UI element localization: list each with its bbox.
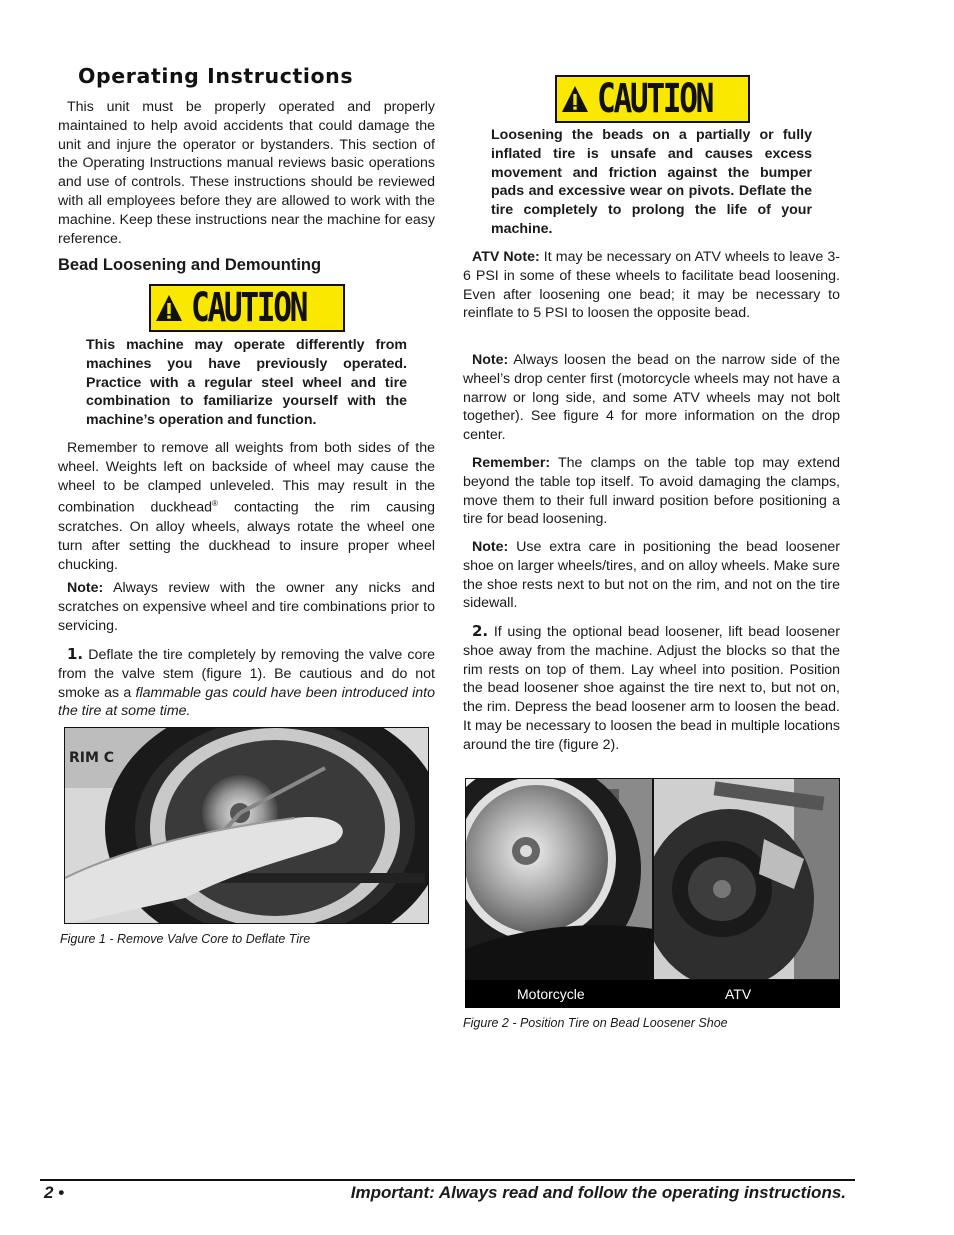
caution-banner-2 xyxy=(555,75,750,123)
figure-1-sign-text: RIM C xyxy=(69,750,115,766)
step-2-number: 2. xyxy=(472,622,489,640)
remember-2-text: The clamps on the table top may extend beyond the table top itself. To avoid damaging the clamps, move them to their full inward position before positioning a tire for bead loosening. xyxy=(463,455,840,528)
figure-2-label-bar xyxy=(465,980,840,1008)
caution-word: CAUTION xyxy=(191,285,307,331)
note-3 xyxy=(463,538,840,613)
caution-banner-1 xyxy=(149,284,345,332)
note-2-label: Note: xyxy=(472,352,509,368)
step-1-italic: flammable gas could have been introduced into the tire at some time. xyxy=(58,684,435,720)
remember-2-label: Remember: xyxy=(472,455,551,471)
note-1-label: Note: xyxy=(67,580,104,596)
figure-1-caption: Figure 1 - Remove Valve Core to Deflate Tire xyxy=(60,932,311,946)
note-3-label: Note: xyxy=(472,539,509,555)
footer-text: Important: Always read and follow the operating instructions. xyxy=(350,1183,846,1202)
motorcycle-illustration xyxy=(466,779,653,980)
caution-2-text: Loosening the beads on a partially or fully inflated tire is unsafe and causes excess movement and friction against the bumper pads and excessive wear on pivots. Deflate the tire completely to prolong the life of your machine. xyxy=(491,127,812,237)
step-2 xyxy=(463,622,840,755)
atv-note-label: ATV Note: xyxy=(472,249,540,265)
figure-1-illustration xyxy=(65,728,429,924)
figure-1-photo xyxy=(64,727,429,924)
remember-paragraph-text-end: contacting the rim causing scratches. On alloy wheels, always rotate the wheel one turn after setting the duckhead to insure proper wheel chucking. xyxy=(58,500,435,573)
step-1-number: 1. xyxy=(67,645,84,663)
caution-1-text: This machine may operate differently from machines you have previously operated. Practice with a regular steel wheel and tire combination to familiarize yourself with the machine’s operation and function. xyxy=(86,337,407,429)
note-1-text: Always review with the owner any nicks and scratches on expensive wheel and tire combinations prior to servicing. xyxy=(58,580,435,634)
figure-2-motorcycle-photo xyxy=(465,778,653,980)
step-1 xyxy=(58,645,435,721)
atv-label: ATV xyxy=(725,986,752,1002)
motorcycle-label: Motorcycle xyxy=(517,986,585,1002)
page-number: 2 • xyxy=(44,1183,65,1202)
atv-illustration xyxy=(654,779,840,980)
warning-triangle-icon xyxy=(561,85,589,113)
figure-2-caption: Figure 2 - Position Tire on Bead Loosener Shoe xyxy=(463,1016,728,1030)
figure-2-atv-photo xyxy=(653,778,840,980)
note-2-text: Always loosen the bead on the narrow side of the wheel’s drop center first (motorcycle wheels may not have a narrow or long side, and some ATV wheels may not bolt together). See figure 4 for more information on the drop center. xyxy=(463,352,840,444)
warning-triangle-icon xyxy=(155,294,183,322)
remember-paragraph xyxy=(58,439,435,574)
note-1 xyxy=(58,579,435,635)
step-1-text: Deflate the tire completely by removing the valve core from the valve stem (figure 1). Be cautious and do not smoke as a xyxy=(58,647,435,701)
section-heading: Operating Instructions xyxy=(78,64,354,88)
registered-mark: ® xyxy=(212,499,218,509)
step-2-text: If using the optional bead loosener, lift bead loosener shoe away from the machine. Adjust the blocks so that the rim rests on top of them. Lay wheel into position. Position the bead loosener shoe against the tire next to, but not on, the rim. Depress the bead loosener arm to loosen the bead. It may be necessary to loosen the bead in multiple locations around the tire (figure 2). xyxy=(463,624,840,753)
subheading: Bead Loosening and Demounting xyxy=(58,256,322,274)
atv-note-text: It may be necessary on ATV wheels to leave 3-6 PSI in some of these wheels to facilitate bead loosening. Even after loosening one bead; it may be necessary to reinflate to 5 PSI to loosen the opposite bead. xyxy=(463,249,840,322)
remember-2 xyxy=(463,454,840,529)
remember-paragraph-text: Remember to remove all weights from both sides of the wheel. Weights left on backside of wheel may cause the wheel to be clamped unleveled. This may result in the combination duckhead xyxy=(58,440,435,517)
footer-rule xyxy=(40,1179,855,1181)
caution-word: CAUTION xyxy=(596,76,712,122)
atv-note xyxy=(463,248,840,323)
note-2 xyxy=(463,351,840,445)
note-3-text: Use extra care in positioning the bead loosener shoe on larger wheels/tires, and on alloy wheels. Make sure the shoe rests next to but not on the rim, and not on the tire sidewall. xyxy=(463,539,840,612)
intro-paragraph: This unit must be properly operated and properly maintained to help avoid accidents that could damage the unit and injure the operator or bystanders. This section of the Operating Instructions manual reviews basic operations and use of controls. These instructions should be reviewed with all employees before they are allowed to work with the machine. Keep these instructions near the machine for easy reference. xyxy=(58,99,435,247)
